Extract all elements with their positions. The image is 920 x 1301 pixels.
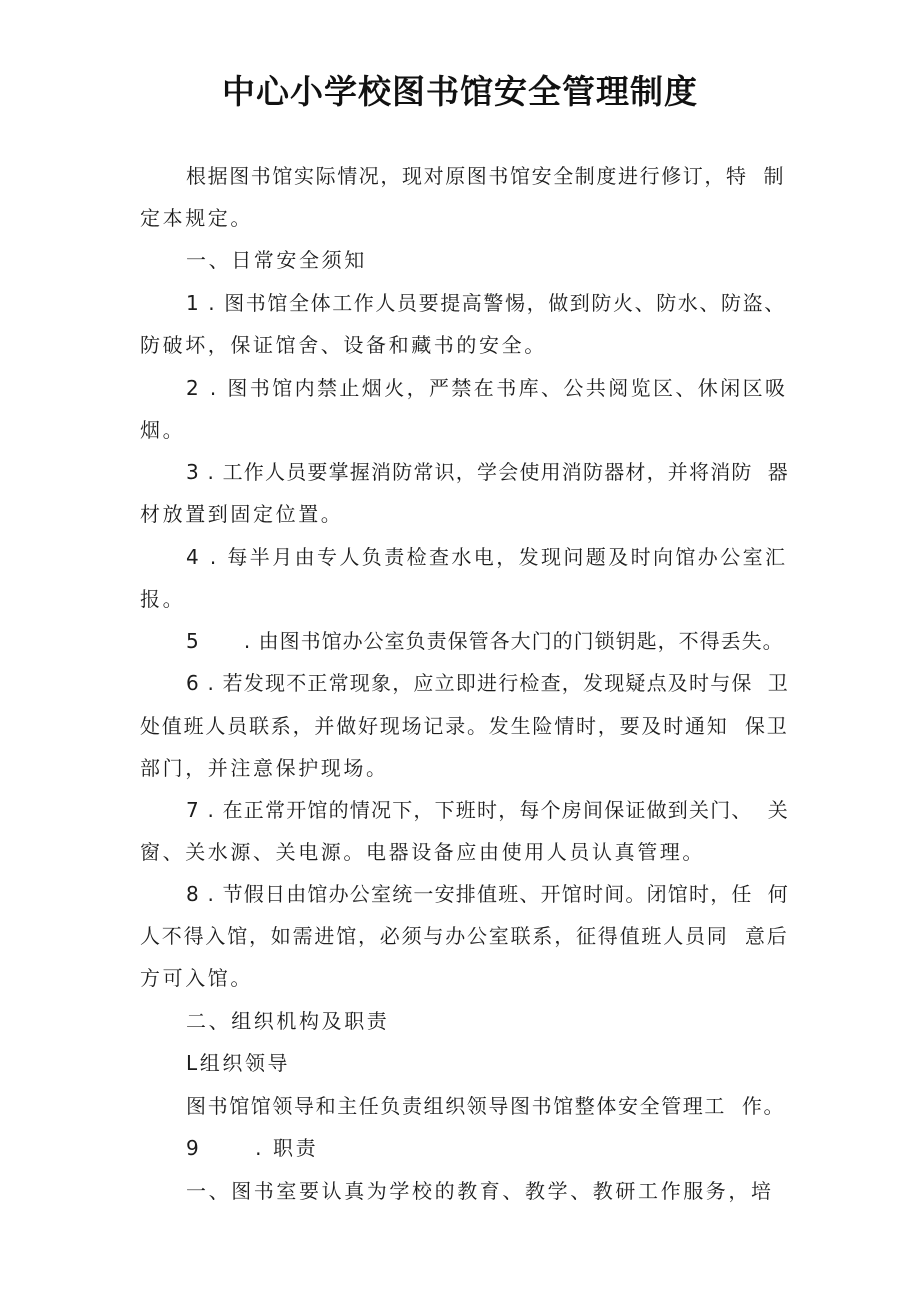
organization-line: 图书馆馆领导和主任负责组织领导图书馆整体安全管理工 作。 — [186, 1094, 786, 1118]
duties-line-1: 一、图书室要认真为学校的教育、教学、教研工作服务，培 — [186, 1179, 774, 1203]
item-6-line-2: 处值班人员联系，并做好现场记录。发生险情时，要及时通知 保卫 — [140, 714, 789, 738]
item-6-line-3: 部门，并注意保护现场。 — [140, 756, 389, 780]
item-7-line-2: 窗、关水源、关电源。电器设备应由使用人员认真管理。 — [140, 840, 705, 864]
item-6-line-1: 6 . 若发现不正常现象，应立即进行检查，发现疑点及时与保 卫 — [186, 671, 789, 695]
item-4-line-1: 4 . 每半月由专人负责检查水电，发现问题及时向馆办公室汇 — [186, 545, 788, 569]
item-4-line-2: 报。 — [140, 587, 186, 611]
item-5-line-1: 5 . 由图书馆办公室负责保管各大门的门锁钥匙，不得丢失。 — [186, 629, 784, 653]
intro-line-2: 定本规定。 — [140, 206, 253, 230]
item-3-line-2: 材放置到固定位置。 — [140, 502, 344, 526]
item-2-line-2: 烟。 — [140, 418, 186, 442]
page-title: 中心小学校图书馆安全管理制度 — [222, 72, 698, 111]
item-2-line-1: 2 . 图书馆内禁止烟火，严禁在书库、公共阅览区、休闲区吸 — [186, 376, 788, 400]
intro-line-1: 根据图书馆实际情况，现对原图书馆安全制度进行修订，特 制 — [186, 164, 786, 188]
section-heading-2: 二、组织机构及职责 — [186, 1009, 390, 1033]
item-3-line-1: 3 . 工作人员要掌握消防常识，学会使用消防器材，并将消防 器 — [186, 460, 789, 484]
item-7-line-1: 7 . 在正常开馆的情况下，下班时，每个房间保证做到关门、 关 — [186, 798, 789, 822]
item-1-line-2: 防破坏，保证馆舍、设备和藏书的安全。 — [140, 333, 547, 357]
item-8-line-1: 8 . 节假日由馆办公室统一安排值班、开馆时间。闭馆时，任 何 — [186, 882, 789, 906]
item-1-line-1: 1 . 图书馆全体工作人员要提高警惕，做到防火、防水、防盗、 — [186, 291, 786, 315]
item-8-line-3: 方可入馆。 — [140, 966, 253, 990]
subheading-duties: 9 . 职责 — [186, 1136, 319, 1160]
subheading-organization: L组织领导 — [186, 1051, 291, 1075]
item-8-line-2: 人不得入馆，如需进馆，必须与办公室联系，征得值班人员同 意后 — [140, 924, 789, 948]
section-heading-1: 一、日常安全须知 — [186, 248, 367, 272]
